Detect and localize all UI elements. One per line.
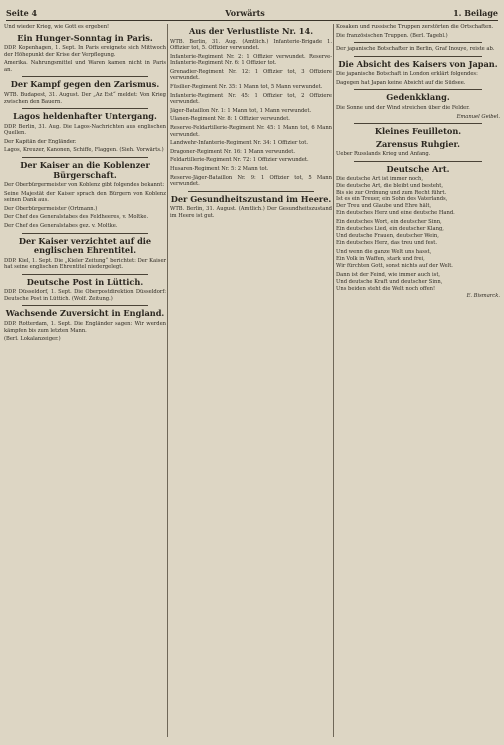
poem-line: Ein deutsches Herz und eine deutsche Hand. (336, 209, 455, 216)
article-divider (354, 161, 482, 162)
article-headline: Kleines Feuilleton. (374, 126, 462, 137)
article-paragraph: DDP. Düsseldorf, 1. Sept. Die Oberpostdirektion Düsseldorf: Deutsche Post in Lüttich. (Wolf. Zeitung.) (4, 289, 166, 302)
article-paragraph: Infanterie-Regiment Nr. 2: 1 Offizier verwundet. Reserve-Infanterie-Regiment Nr. 6: 1 Offizier tot. (170, 53, 332, 67)
article-headline: Wachsende Zuversicht in England. (5, 308, 165, 319)
article-paragraph: Der Chef des Generalstabes des Feldheeres, v. Moltke. (4, 214, 149, 221)
article-headline: Deutsche Post in Lüttich. (26, 276, 144, 287)
article-divider (22, 233, 148, 234)
author-signature: E. Bismarck. (466, 292, 500, 299)
article-paragraph: Feldartillerie-Regiment Nr. 72: 1 Offizier verwundet. (170, 157, 309, 164)
author-signature: Emanuel Geibel. (456, 113, 500, 120)
article-paragraph: (Berl. Lokalanzeiger.) (4, 336, 61, 343)
article-headline: Der Gesundheitszustand im Heere. (170, 193, 332, 204)
article-divider (354, 56, 482, 57)
poem-block (336, 176, 500, 292)
article-headline: Aus der Verlustliste Nr. 14. (188, 26, 314, 36)
column-1 (4, 24, 166, 737)
article-paragraph: DDP. Berlin, 31. Aug. Die Lagos-Nachrichten aus englischen Quellen. (4, 123, 166, 137)
article-paragraph: Ulanen-Regiment Nr. 8: 1 Offizier verwundet. (170, 116, 290, 123)
article-divider (354, 42, 482, 43)
poem-line: Ein Volk in Waffen, stark und frei, (336, 255, 425, 262)
article-paragraph: Die japanische Botschaft in London erklärt folgendes: (336, 71, 478, 78)
article-paragraph: Jäger-Bataillon Nr. 1: 1 Mann tot, 1 Mann verwundet. (170, 107, 312, 114)
article-divider (22, 274, 148, 275)
article-headline: Lagos heldenhafter Untergang. (13, 111, 157, 122)
article-headline: Der Kaiser an die Koblenzer Bürgerschaft. (20, 160, 150, 180)
article-divider (22, 157, 148, 158)
poem-line: Und wenn die ganze Welt uns hasst, (336, 249, 432, 256)
poem-line: Dann ist der Feind, wie immer auch ist, (336, 272, 441, 279)
article-paragraph: Dragoner-Regiment Nr. 16: 1 Mann verwundet. (170, 148, 295, 155)
article-paragraph: Die französischen Truppen. (Berl. Tagebl.) (336, 32, 448, 39)
page-header (6, 6, 498, 21)
article-paragraph: Dagegen hat Japan keine Absicht auf die Südsee. (336, 79, 466, 86)
article-paragraph: WTB. Berlin, 31. August. (Amtlich.) Der Gesundheitszustand im Heere ist gut. (170, 206, 332, 219)
article-paragraph: Grenadier-Regiment Nr. 12: 1 Offizier tot, 3 Offiziere verwundet. (170, 68, 332, 82)
article-divider (22, 108, 148, 109)
poem-line: Ist es ein Treuer, ein Sohn des Vaterlands, (336, 196, 448, 203)
poem-line: Ein deutsches Wort, ein deutscher Sinn, (336, 219, 442, 226)
article-paragraph: Die Sonne und der Wind streichen über die Felder. (336, 104, 470, 111)
poem-line: Die deutsche Art, die bleibt und besteht, (336, 182, 443, 189)
poem-line: Bis sie zur Ordnung und zum Recht führt. (336, 189, 447, 196)
article-headline: Gedenkklang. (386, 92, 450, 103)
header-center: Vorwärts (225, 8, 265, 18)
article-paragraph: Husaren-Regiment Nr. 5: 2 Mann tot. (170, 166, 269, 172)
article-paragraph: DDP. Kopenhagen, 1. Sept. In Paris ereignete sich Mittwoch der Höhepunkt der Krise der Verpflegung. (4, 45, 166, 58)
article-paragraph: Der Oberbürgermeister (Ortmann.) (4, 205, 98, 212)
poem-line: Die deutsche Art ist immer noch, (336, 176, 424, 183)
column-2 (170, 24, 332, 737)
article-headline: Der Kampf gegen den Zarismus. (10, 79, 160, 90)
article-paragraph: Kosaken und russische Truppen zerstörten die Ortschaften. (336, 24, 494, 30)
article-paragraph: WTB. Berlin, 31. Aug. (Amtlich.) Infanterie-Brigade 1. Offizier tot, 5. Offizier verwundet. (170, 38, 332, 52)
poem-line: Wir fürchten Gott, sonst nichts auf der Welt. (336, 262, 453, 269)
article-divider (354, 89, 482, 90)
article-headline: Der Kaiser verzichtet auf die englischen Ehrentitel. (18, 235, 152, 256)
article-divider (188, 191, 314, 192)
article-paragraph: Infanterie-Regiment Nr. 45: 1 Offizier tot, 2 Offiziere verwundet. (170, 92, 332, 106)
article-headline: Die Absicht des Kaisers von Japan. (338, 58, 498, 69)
poem-line: Ein deutsches Herz, das treu und fest. (336, 239, 438, 246)
article-paragraph: Reserve-Jäger-Bataillon Nr. 9: 1 Offizier tot, 5 Mann verwundet. (170, 174, 332, 188)
poem-line: Und deutsche Frauen, deutscher Wein, (336, 232, 439, 239)
article-headline: Zarensus Ruhgier. (376, 138, 460, 149)
article-paragraph: DDP. Rotterdam, 1. Sept. Die Engländer sagen: Wir werden kämpfen bis zum letzten Mann. (4, 320, 166, 334)
article-paragraph: Lagos, Kreuzer, Kanonen, Schiffe, Flaggen. (Sieh. Vorwärts.) (4, 147, 164, 154)
article-paragraph: Seine Majestät der Kaiser sprach den Bürgern von Koblenz seinen Dank aus. (4, 190, 166, 204)
article-paragraph: Reserve-Feldartillerie-Regiment Nr. 45: 1 Mann tot, 6 Mann verwundet. (170, 125, 332, 138)
article-paragraph: DDP. Kiel, 1. Sept. Die „Kieler Zeitung“ berichtet: Der Kaiser hat seine englischen Ehrentitel niedergelegt. (4, 257, 166, 271)
article-paragraph: Der Oberbürgermeister von Koblenz gibt folgendes bekannt: (4, 182, 165, 189)
article-paragraph: Füsilier-Regiment Nr. 35: 1 Mann tot, 5 Mann verwundet. (170, 84, 323, 91)
poem-line: Uns beiden steht die Welt noch offen! (336, 285, 436, 292)
article-headline: Ein Hunger-Sonntag in Paris. (17, 32, 153, 43)
column-3 (336, 24, 500, 737)
header-right: 1. Beilage (453, 8, 498, 18)
poem-line: Der Treu und Glaube und Ehre hält, (336, 203, 432, 210)
article-paragraph: Der Chef des Generalstabes gez. v. Moltke. (4, 223, 118, 229)
article-paragraph: Landwehr-Infanterie-Regiment Nr. 34: 1 Offizier tot. (170, 140, 308, 147)
article-paragraph: WTB. Budapest, 31. August. Der „Az Est“ meldet: Von Krieg zwischen den Bauern. (4, 91, 166, 105)
article-divider (22, 305, 148, 306)
article-paragraph: Ueber Russlands Krieg und Anfang. (336, 151, 431, 158)
article-paragraph: Und wieder Krieg, wie Gott es ergeben! (4, 24, 110, 30)
article-paragraph: Der japanische Botschafter in Berlin, Graf Inouye, reiste ab. (336, 46, 495, 53)
article-divider (354, 123, 482, 124)
article-paragraph: Der Kapitän der Engländer. (4, 138, 77, 145)
article-headline: Deutsche Art. (386, 163, 450, 174)
article-paragraph: Amerika. Nahrungsmittel und Waren kamen nicht in Paris an. (4, 60, 166, 73)
poem-line: Und deutsche Kraft und deutscher Sinn, (336, 279, 443, 286)
column-rule (167, 24, 168, 737)
article-divider (22, 76, 148, 77)
header-left: Seite 4 (6, 8, 38, 18)
column-rule (333, 24, 334, 737)
poem-line: Ein deutsches Lied, ein deutscher Klang, (336, 226, 444, 233)
